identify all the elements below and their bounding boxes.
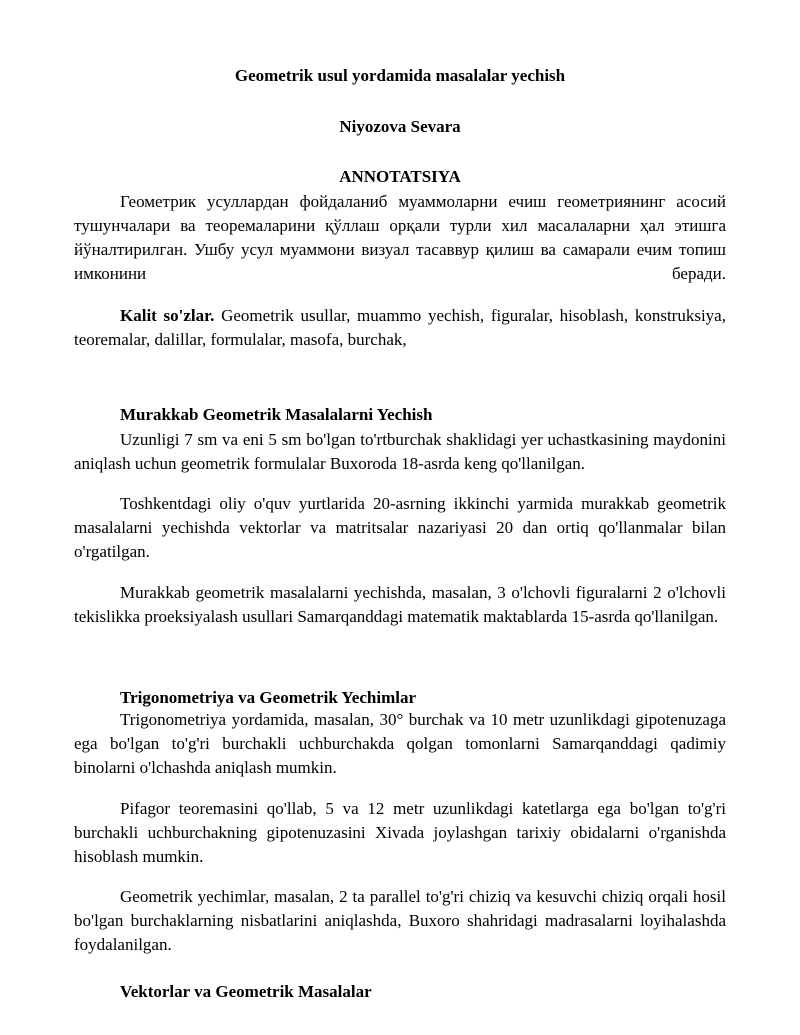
section-paragraph-block [74,885,726,957]
annotation-block [74,190,726,286]
section-paragraph: Trigonometriya yordamida, masalan, 30° burchak va 10 metr uzunlikdagi gipotenuzaga ega bo'lgan to'g'ri burchakli uchburchakda qolgan tomonlarni Samarqanddagi qadimiy binolarni o'lchashda aniqlash mumkin. [74,710,726,777]
section-paragraph: Geometrik yechimlar, masalan, 2 ta parallel to'g'ri chiziq va kesuvchi chiziq orqali hosil bo'lgan burchaklarning nisbatlarini aniqlashda, Buxoro shahridagi madrasalarni loyihalashda foydalanilgan. [74,887,726,954]
keywords-text: Geometrik usullar, muammo yechish, figuralar, hisoblash, konstruksiya, teoremalar, dalillar, formulalar, masofa, burchak, [74,306,726,349]
annotation-heading: ANNOTATSIYA [339,167,461,186]
annotation-paragraph: Геометрик усуллардан фойдаланиб муаммоларни ечиш геометриянинг асосий тушунчалари ва теоремаларини қўллаш орқали турли хил масалаларни ҳал этишга йўналтирилган. Ушбу усул муаммони визуал тасаввур қилиш ва самарали ечим топиш имконини беради. [74,192,726,283]
author-name: Niyozova Sevara [339,117,461,136]
keywords-paragraph [74,304,726,352]
section-paragraph-block [74,492,726,564]
section-paragraph-block [74,797,726,869]
document-title: Geometrik usul yordamida masalalar yechish [234,66,566,85]
section-paragraph-block [74,581,726,629]
keywords-label: Kalit so'zlar. [120,306,215,325]
section-paragraph-block [74,428,726,476]
section-paragraph: Toshkentdagi oliy o'quv yurtlarida 20-asrning ikkinchi yarmida murakkab geometrik masalalarni yechishda vektorlar va matritsalar nazariyasi 20 dan ortiq qo'llanmalar bilan o'rgatilgan. [74,494,726,561]
section-heading: Trigonometriya va Geometrik Yechimlar [120,688,417,707]
section-paragraph: Pifagor teoremasini qo'llab, 5 va 12 metr uzunlikdagi katetlarga ega bo'lgan to'g'ri burchakli uchburchakning gipotenuzasini Xivada joylashgan tarixiy obidalarni o'rganishda hisoblash mumkin. [74,799,726,866]
section-heading: Murakkab Geometrik Masalalarni Yechish [120,405,433,424]
keywords-block [74,304,726,352]
section-paragraph-block [74,708,726,780]
section-paragraph: Murakkab geometrik masalalarni yechishda, masalan, 3 o'lchovli figuralarni 2 o'lchovli tekislikka proeksiyalash usullari Samarqanddagi matematik maktablarda 15-asrda qo'llanilgan. [74,583,726,626]
section-paragraph: Uzunligi 7 sm va eni 5 sm bo'lgan to'rtburchak shaklidagi yer uchastkasining maydonini aniqlash uchun geometrik formulalar Buxoroda 18-asrda keng qo'llanilgan. [74,430,726,473]
section-heading: Vektorlar va Geometrik Masalalar [120,982,372,1001]
